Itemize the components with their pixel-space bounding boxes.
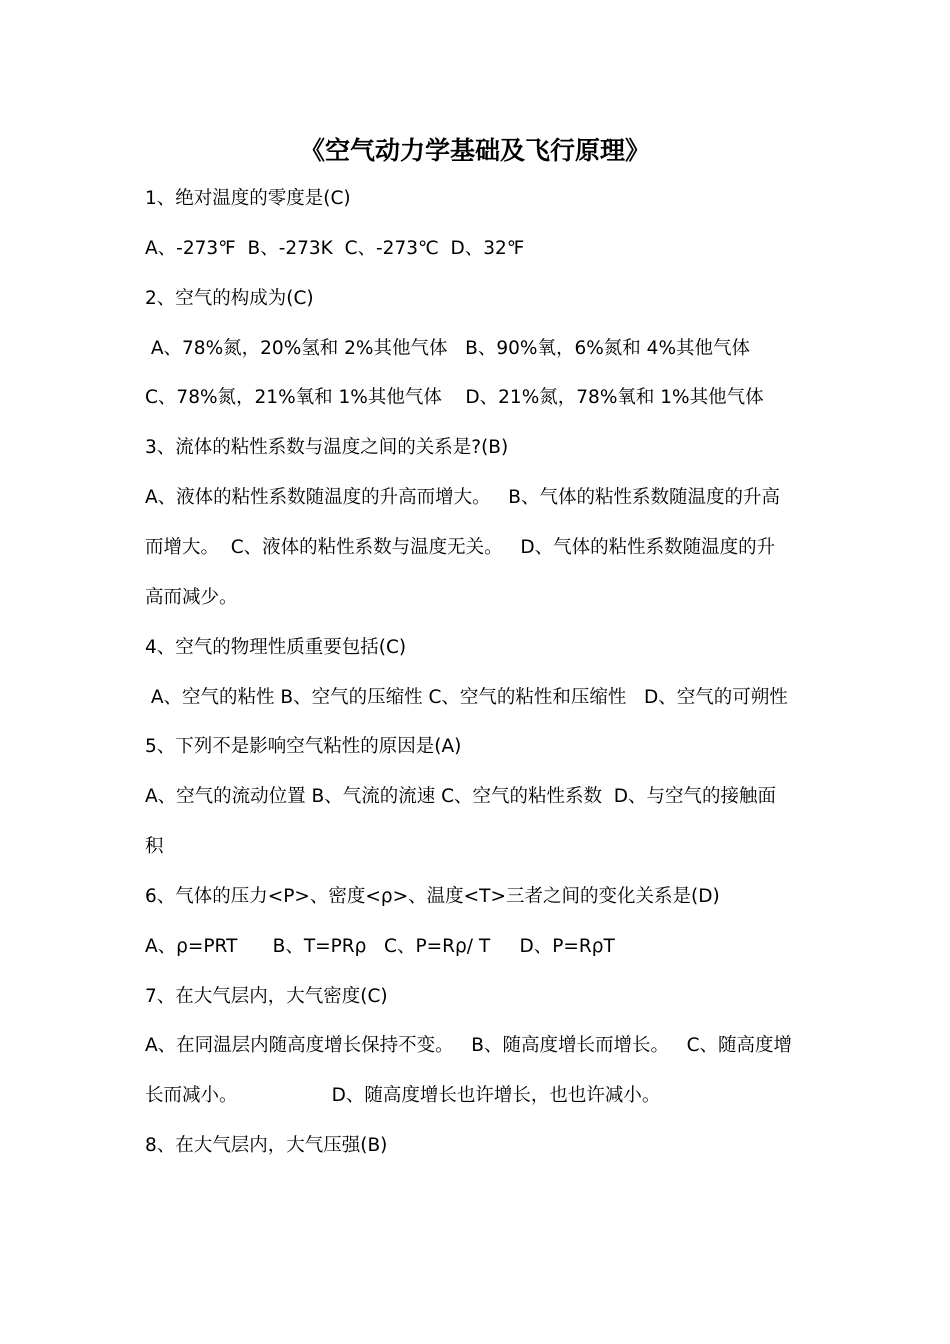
question-7-options-line-2: 长而减小。 D、随高度增长也许增长，也也许减小。 [145,1085,661,1106]
question-7-options-line-1: A、在同温层内随高度增长保持不变。 B、随高度增长而增长。 C、随高度增 [145,1035,793,1056]
question-3-options-line-3: 高而减少。 [145,587,238,608]
question-5-options-line-1: A、空气的流动位置 B、气流的流速 C、空气的粘性系数 D、与空气的接触面 [145,786,777,807]
question-1-options: A、-273℉ B、-273K C、-273℃ D、32℉ [145,238,525,259]
question-6: 6、气体的压力<P>、密度<ρ>、温度<T>三者之间的变化关系是(D) [145,886,720,907]
question-2-options-line-2: C、78%氮，21%氧和 1%其他气体 D、21%氮，78%氧和 1%其他气体 [145,387,764,408]
question-2: 2、空气的构成为(C) [145,288,314,309]
question-7: 7、在大气层内，大气密度(C) [145,986,388,1007]
question-2-options-line-1: A、78%氮，20%氢和 2%其他气体 B、90%氧，6%氮和 4%其他气体 [145,338,751,359]
question-3: 3、流体的粘性系数与温度之间的关系是?(B) [145,437,509,458]
question-4: 4、空气的物理性质重要包括(C) [145,637,407,658]
question-5: 5、下列不是影响空气粘性的原因是(A) [145,736,462,757]
document-title: 《空气动力学基础及飞行原理》 [299,136,650,165]
question-3-options-line-2: 而增大。 C、液体的粘性系数与温度无关。 D、气体的粘性系数随温度的升 [145,537,776,558]
question-6-options: A、ρ=PRT B、T=PRρ C、P=Rρ/ T D、P=RρT [145,936,615,957]
question-4-options: A、空气的粘性 B、空气的压缩性 C、空气的粘性和压缩性 D、空气的可朔性 [145,687,788,708]
question-5-options-line-2: 积 [145,836,164,857]
question-3-options-line-1: A、液体的粘性系数随温度的升高而增大。 B、气体的粘性系数随温度的升高 [145,487,780,508]
question-8: 8、在大气层内，大气压强(B) [145,1135,388,1156]
question-1: 1、绝对温度的零度是(C) [145,188,351,209]
